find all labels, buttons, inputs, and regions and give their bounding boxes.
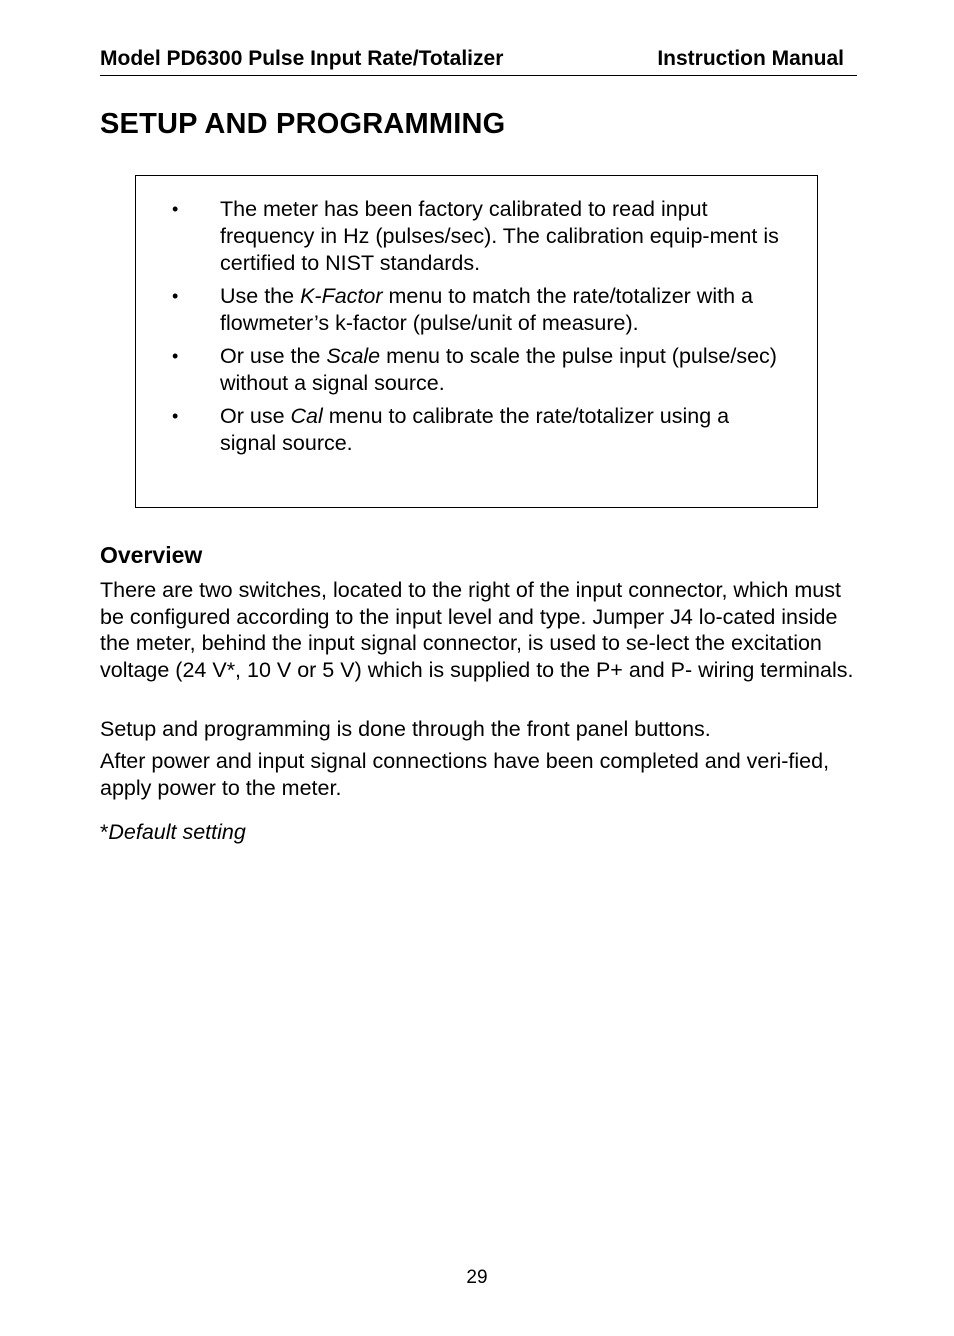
notice-text: Or use the (220, 344, 327, 368)
notice-text: Use the (220, 284, 301, 308)
bullet-icon: • (172, 346, 179, 366)
overview-paragraph-apply-power: After power and input signal connections have been completed and veri-fied, apply power to the meter. (100, 749, 830, 800)
bullet-icon: • (172, 286, 179, 306)
menu-name-cal: Cal (290, 404, 323, 428)
notice-item (136, 403, 817, 457)
page-title: SETUP AND PROGRAMMING (100, 108, 506, 140)
notice-box (135, 175, 818, 508)
notice-text: menu to match the rate/totalizer with a flowmeter’s k-factor (pulse/unit of measure). (220, 284, 753, 335)
menu-name-k-factor: K-Factor (300, 284, 383, 308)
notice-item (136, 283, 817, 337)
overview-paragraph-switches: There are two switches, located to the right of the input connector, which must be configured according to the input level and type. Jumper J4 lo-cated inside the meter, behind the input signal connector, is used to se-lect the excitation voltage (24 V*, 10 V or 5 V) which is supplied to the P+ and P- wiring terminals. (100, 578, 854, 682)
overview-paragraph-front-panel: Setup and programming is done through the front panel buttons. (100, 717, 711, 741)
page-header (100, 45, 857, 76)
notice-item (136, 343, 817, 397)
notice-item (136, 196, 817, 277)
bullet-icon: • (172, 406, 179, 426)
notice-text: menu to scale the pulse input (pulse/sec) without a signal source. (220, 344, 777, 395)
overview-heading: Overview (100, 542, 203, 568)
page-number: 29 (466, 1267, 488, 1288)
notice-text: menu to calibrate the rate/totalizer using a signal source. (220, 404, 730, 455)
document-type-label: Instruction Manual (657, 47, 844, 70)
bullet-icon: • (172, 199, 179, 219)
default-setting-footnote (100, 820, 246, 845)
menu-name-scale: Scale (326, 344, 381, 368)
notice-text: The meter has been factory calibrated to read input frequency in Hz (pulses/sec). The calibration equip-ment is certified to NIST standards. (220, 197, 779, 275)
notice-text: Or use (220, 404, 291, 428)
document-model-title: Model PD6300 Pulse Input Rate/Totalizer (100, 47, 504, 70)
footnote-marker: * (100, 820, 109, 844)
footnote-text: Default setting (108, 820, 246, 844)
notice-list (136, 196, 817, 463)
